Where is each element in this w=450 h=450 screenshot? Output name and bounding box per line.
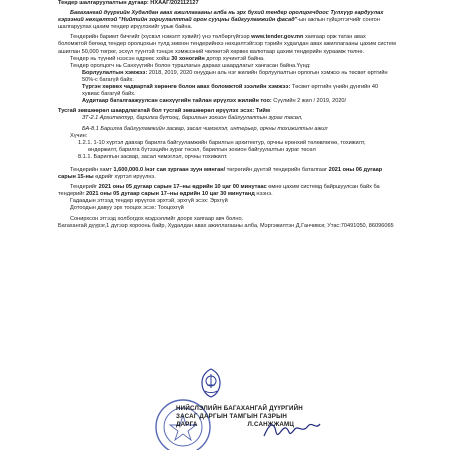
domestic-preference-rule: Дотоодын давуу эрх тооцох эсэх: Тооцохгүй	[70, 205, 184, 212]
contact-address: Багахангай дүүрэг,1 дүгээр хороонь байр, Худалдан авах ажиллагааны алба, Мэргэжилтэн Д.Ганчимэг, Утас:70491050, 86096065	[58, 222, 394, 229]
state-emblem-icon	[200, 368, 222, 398]
license-zt: ЗТ-2.1 Архитектур, барилга бүтээц, барилгын зохион байгуулалтын зураг төсөл,	[82, 115, 303, 122]
contact-intro: Сонирхсон этгээд холбогдох мэдээллийг доорх хаягаар авч болно.	[70, 215, 244, 222]
foreign-entity-rule: Гадаадын этгээд тендер ирүүлэх эрхтэй, эрхгүй эсэх: Эрхгүй	[70, 198, 228, 205]
tender-number: Тендер шалгаруулалтын дугаар: НХААГ/202112127	[58, 0, 199, 6]
license-scope-label: Хүчин:	[70, 132, 88, 139]
tender-security-paragraph: Тендерийн хамт 1,600,000.0 /нэг сая зургаан зуун мянган/ төгрөгийн дүнтэй тендерийн баталгааг 2021 оны 06 дугаар сарын 15-ны өдрийг хүртэл ирүүлнэ.	[58, 166, 383, 181]
document-download-paragraph: Тендерийн баримт бичгийг (хүсвэл нэмэлт хувийг) үнэ төлбөргүйгээр www.tender.gov.mn хаягаар орж татан авах боломжтой бөгөөд тендер оролцохын тулд зөвхөн тендерийнхэ нөхцөлтэйгээр тэрийн худалдан авах ажиллагааны цахим систем ашиглан 50,000 төгрөг, эсхүл түүнтэй тэнцэх хэмжээний чөлөөтэй хөрвөх валютаар цахим тендерийн хураамж төлнө.	[58, 34, 396, 55]
requirement-liquid-assets: Түргэн хөрвөх чадвартай хөрөнгө болон авах боломжтой зээлийн хэмжээ: Төсвөт өртгийн үнийн дүнгийн 40 хувиас багагүй байх.	[82, 84, 379, 98]
validity-paragraph: Тендер нь түүний нээсэн өдрөөс хойш 30 хоногийн дотор хүчинтэй байна.	[70, 55, 265, 62]
license-scope-item-1: 1.2.1. 1-10 хүртэл давхар барилга байгууламжийн барилгын архитектур, орчны ерөнхий төлөвлөгөө, тохижилт, өндөржилт, барилга бүтээцийн зураг төсөл, барилгын зохион байгуулалтын зураг төсөл	[78, 139, 366, 153]
requirement-sales: Борлуулалтын хэмжээ: 2018, 2019, 2020 онуудын аль нэг жилийн борлуулалтын орлогын хэмжээ нь төсвөт өртгийн 50%-с багагүй байх.	[82, 69, 388, 83]
invitation-paragraph: Багахангай дүүргийн Худалдан авах ажиллагааны алба нь эрх бүхий тендер оролцогчдоос Тулхүүр гардуулах гэрээний нөхцөлтэй "Нийтийн зориулалттай орон сууцны байгууламжийн фасад"-ын ажлын гүйцэтгэгчийг сонгон шалгаруулах цахим тендер ирүүлэхийг урьж байна.	[58, 10, 384, 31]
license-scope-item-2: 8.1.1. Барилгын засвар, засал чимэглэл, орчны тохижилт.	[78, 153, 228, 160]
tender-announcement	[58, 0, 396, 230]
license-ba: БА-8.1 Барилга байгууламжийн засвар, засал чимэглэл, интерьер, орчны тохижилтын ажил	[82, 125, 328, 132]
submission-deadline-paragraph: Тендерийг 2021 оны 05 дугаар сарын 17–ны өдрийн 10 цаг 00 минутаас өмнө цахим системд байршуулсан байх ба тендерийг 2021 оны 05 дугаар сарын 17–ны өдрийн 10 цаг 30 минутанд нээнэ.	[58, 184, 380, 198]
signature-line-2: ЗАСАГ ДАРГЫН ТАМГЫН ГАЗРЫН	[176, 412, 288, 420]
handwritten-signature-icon	[262, 418, 322, 442]
special-license-title: Тусгай зөвшөөрөл шаардлагатай бол тусгай зөвшөөрөл ирүүлэх эсэх: Тийм	[58, 108, 270, 115]
requirements-intro: Тендер оролцогч нь Санхүүгийн болон туршлагын дараах шаардлагыг хангасан байна.Үүнд:	[70, 62, 311, 69]
requirement-audit: Аудитаар баталгаажуулсан санхүүгийн тайлан ирүүлэх жилийн тоо: Сүүлийн 2 жил / 2019, 2020/	[82, 98, 347, 105]
tender-portal-link[interactable]: www.tender.gov.mn	[251, 34, 304, 41]
signature-line-1: НИЙСЛЭЛИЙН БАГАХАНГАЙ ДҮҮРГИЙН	[176, 405, 303, 412]
signature-line-3: ДАРГА Л.САНЖЖАМЦ	[176, 420, 295, 428]
